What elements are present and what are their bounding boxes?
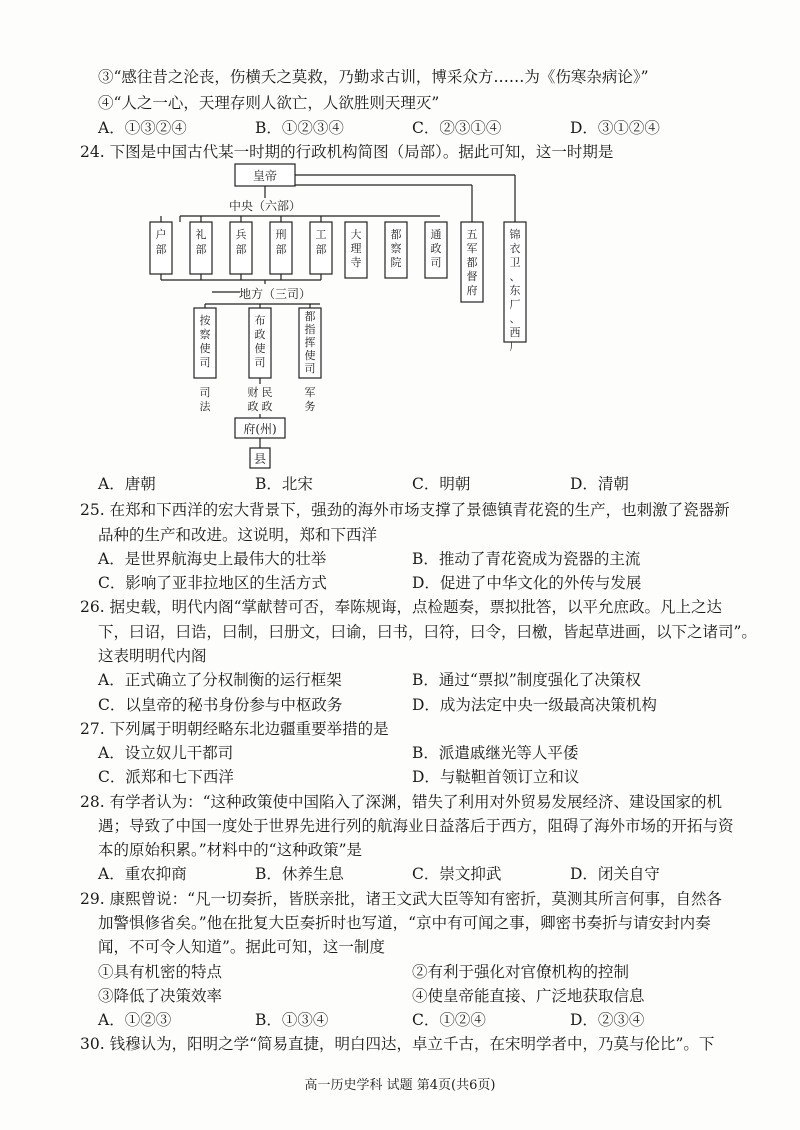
svg-text:务: 务 [304, 400, 316, 413]
svg-text:挥: 挥 [304, 336, 316, 349]
q27-option-b: B．派遣戚继光等人平倭 [412, 744, 579, 762]
q25-stem-2: 品种的生产和改进。这说明，郑和下西洋 [98, 526, 378, 544]
q28-stem-2: 遇；导致了中国一度处于世界先进行列的航海业日益落后于西方，阻碍了海外市场的开拓与资 [98, 817, 734, 835]
q26-option-a: A．正式确立了分权制衡的运行框架 [98, 671, 342, 689]
svg-text:寺: 寺 [350, 256, 362, 269]
svg-text:军: 军 [466, 242, 478, 255]
svg-text:礼: 礼 [195, 228, 207, 241]
svg-text:府: 府 [466, 284, 478, 297]
q29-item-2: ②有利于强化对官僚机构的控制 [412, 963, 630, 981]
svg-text:军: 军 [304, 386, 316, 399]
svg-text:工: 工 [315, 228, 327, 241]
q24-option-b: B．北宋 [255, 475, 313, 493]
q23-option-c: C．②③①④ [412, 119, 502, 137]
svg-text:民: 民 [261, 386, 273, 399]
svg-text:司: 司 [199, 356, 211, 369]
svg-text:大: 大 [350, 228, 362, 241]
svg-text:东: 东 [509, 284, 521, 297]
q26-stem-3: 这表明明代内阁 [98, 647, 207, 665]
svg-text:西: 西 [509, 326, 521, 339]
svg-text:卫: 卫 [509, 256, 521, 269]
q25-stem-1: 25. 在郑和下西洋的宏大背景下，强劲的海外市场支撑了景德镇青花瓷的生产，也刺激了瓷器新 [80, 501, 730, 519]
q30-stem-1: 30. 钱穆认为，阳明之学“简易直捷，明白四达，卓立千古，在宋明学者中，乃莫与伦比”。下 [80, 1035, 715, 1053]
svg-text:财: 财 [247, 386, 259, 399]
svg-text:司: 司 [254, 356, 266, 369]
svg-text:户: 户 [155, 228, 167, 241]
svg-text:、: 、 [509, 270, 521, 283]
q23-option-b: B．①②③④ [255, 119, 344, 137]
svg-text:都: 都 [390, 228, 402, 241]
svg-text:兵: 兵 [235, 228, 247, 241]
q29-option-d: D．②③④ [570, 1011, 645, 1029]
q23-option-d: D．③①②④ [570, 119, 660, 137]
svg-text:政: 政 [430, 242, 442, 255]
q29-stem-3: 闻，不可令人知道”。据此可知，这一制度 [98, 938, 385, 956]
three-si-labels [200, 309, 316, 375]
q29-option-c: C．①②④ [412, 1011, 486, 1029]
svg-text:锦: 锦 [509, 228, 521, 241]
q27-option-a: A．设立奴儿干都司 [98, 744, 234, 762]
svg-text:司: 司 [430, 256, 442, 269]
q27-stem: 27. 下列属于明朝经略东北边疆重要举措的是 [80, 720, 389, 738]
q25-option-a: A．是世界航海史上最伟大的壮举 [98, 550, 327, 568]
diagram-local-label: 地方（三司） [238, 287, 312, 301]
svg-text:司: 司 [304, 362, 316, 375]
q27-option-d: D．与鞑靼首领订立和议 [412, 768, 580, 786]
admin-structure-diagram [140, 158, 560, 478]
svg-text:院: 院 [390, 256, 402, 269]
page-footer: 高一历史学科 试题 第4页(共6页) [304, 1078, 496, 1093]
q29-option-b: B．①③④ [255, 1011, 329, 1029]
svg-text:政: 政 [247, 400, 259, 413]
central-other-labels [351, 227, 521, 353]
diagram-central-label: 中央（六部） [228, 199, 302, 213]
q24-stem: 24. 下图是中国古代某一时期的行政机构简图（局部）。据此可知，这一时期是 [80, 143, 614, 161]
q26-option-d: D．成为法定中央一级最高决策机构 [412, 696, 657, 714]
svg-text:厂: 厂 [509, 340, 521, 353]
svg-text:部: 部 [275, 243, 287, 256]
q28-option-d: D．闭关自守 [570, 865, 660, 883]
svg-text:布: 布 [254, 314, 266, 327]
q29-option-a: A．①②③ [98, 1011, 172, 1029]
q28-stem-1: 28. 有学者认为：“这种政策使中国陷入了深渊，错失了利用对外贸易发展经济、建设国家的机 [80, 793, 723, 811]
q29-item-4: ④使皇帝能直接、广泛地获取信息 [412, 987, 645, 1005]
q24-option-c: C．明朝 [412, 475, 471, 493]
svg-text:政: 政 [254, 328, 266, 341]
svg-text:衣: 衣 [509, 242, 521, 255]
svg-text:督: 督 [466, 270, 478, 283]
q23-item-4: ④“人之一心，天理存则人欲亡，人欲胜则天理灭” [98, 94, 440, 112]
q25-option-d: D．促进了中华文化的外传与发展 [412, 574, 642, 592]
three-si-roles [200, 385, 316, 413]
svg-text:刑: 刑 [275, 228, 287, 241]
svg-text:部: 部 [315, 243, 327, 256]
q24-option-d: D．清朝 [570, 475, 629, 493]
q25-option-b: B．推动了青花瓷成为瓷器的主流 [412, 550, 641, 568]
q23-option-a: A．①③②④ [98, 119, 187, 137]
q28-stem-3: 本的原始积累。”材料中的“这种政策”是 [98, 841, 363, 859]
q25-option-c: C．影响了亚非拉地区的生活方式 [98, 574, 327, 592]
svg-text:都: 都 [466, 256, 478, 269]
q26-stem-1: 26. 据史载，明代内阁“掌献替可否，奉陈规诲，点检题奏，票拟批答，以平允庶政。凡上之达 [80, 598, 723, 616]
svg-text:部: 部 [235, 243, 247, 256]
q28-option-a: A．重农抑商 [98, 865, 187, 883]
svg-text:厂: 厂 [509, 298, 521, 311]
svg-text:都: 都 [304, 310, 316, 323]
q28-option-b: B．休养生息 [255, 865, 344, 883]
q29-item-3: ③降低了决策效率 [98, 987, 223, 1005]
svg-text:政: 政 [261, 400, 273, 413]
svg-text:五: 五 [466, 228, 478, 241]
svg-text:部: 部 [195, 243, 207, 256]
q26-stem-2: 下，曰诏，曰诰，曰制，曰册文，曰谕，曰书，曰符，曰令，曰檄，皆起草进画，以下之诸司”。 [98, 623, 757, 641]
svg-text:司: 司 [199, 386, 211, 399]
diagram-xian-label: 县 [253, 452, 267, 466]
q29-stem-1: 29. 康熙曾说：“凡一切奏折，皆朕亲批，诸王文武大臣等知有密折，莫测其所言何事，自然各 [80, 890, 723, 908]
svg-text:通: 通 [430, 228, 442, 241]
svg-text:理: 理 [350, 242, 362, 255]
svg-text:使: 使 [254, 342, 266, 355]
svg-text:指: 指 [304, 323, 316, 336]
svg-text:察: 察 [199, 328, 211, 341]
svg-text:使: 使 [304, 349, 316, 362]
q29-stem-2: 加警惧修省矣。”他在批复大臣奏折时也写道，“京中有可闻之事，卿密书奏折与请安封内奏 [98, 914, 711, 932]
svg-text:法: 法 [199, 400, 211, 413]
diagram-emperor-label: 皇帝 [252, 169, 278, 183]
svg-text:、: 、 [509, 312, 521, 325]
q29-item-1: ①具有机密的特点 [98, 963, 223, 981]
q28-option-c: C．崇文抑武 [412, 865, 502, 883]
q23-item-3: ③“感往昔之沦丧，伤横夭之莫救，乃勤求古训，博采众方……为《伤寒杂病论》” [98, 68, 649, 86]
q24-option-a: A．唐朝 [98, 475, 156, 493]
svg-text:部: 部 [155, 243, 167, 256]
q27-option-c: C．派郑和七下西洋 [98, 768, 234, 786]
svg-text:按: 按 [199, 314, 211, 327]
svg-text:察: 察 [390, 242, 402, 255]
diagram-fu-label: 府(州) [243, 422, 277, 436]
svg-text:使: 使 [199, 342, 211, 355]
q26-option-c: C．以皇帝的秘书身份参与中枢政务 [98, 696, 343, 714]
q26-option-b: B．通过“票拟”制度强化了决策权 [412, 671, 641, 689]
